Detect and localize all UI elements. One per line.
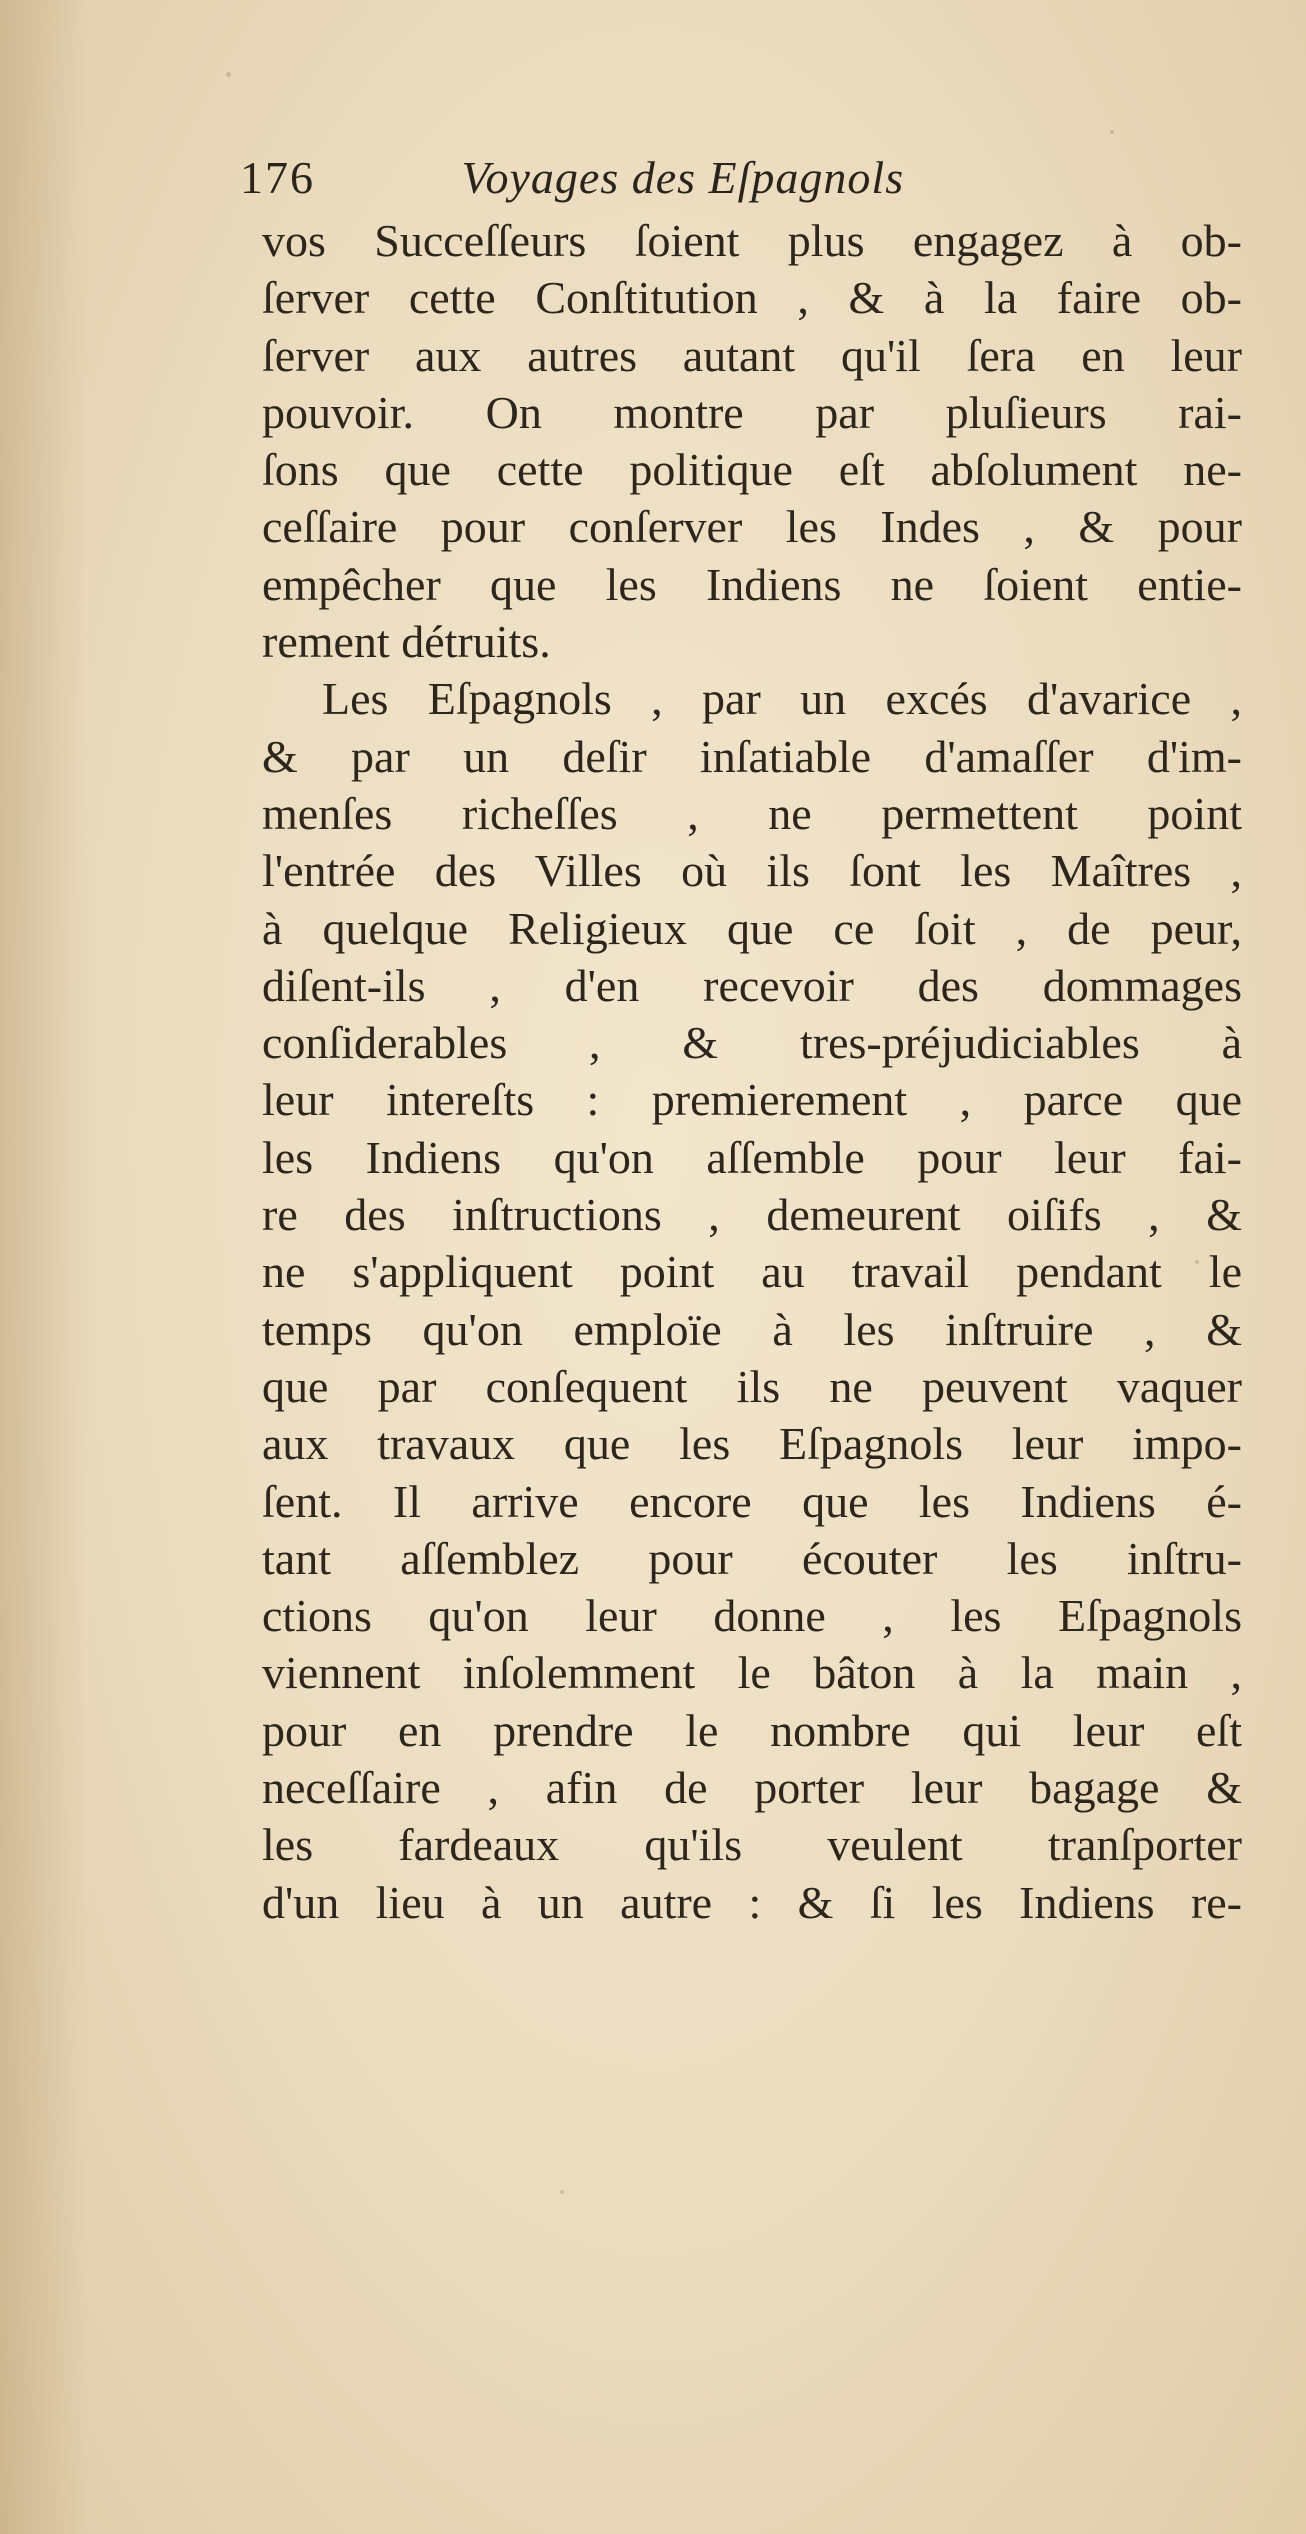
text-line: rement détruits. — [262, 616, 551, 668]
text-line: vos Succeſſeurs ſoient plus engagez à ob- — [262, 215, 1242, 266]
text-line: ſons que cette politique eſt abſolument ne- — [262, 444, 1242, 496]
text-line: temps qu'on emploïe à les inſtruire , & — [262, 1303, 1242, 1355]
running-title: Voyages des Eſpagnols — [461, 152, 905, 203]
text-line: pouvoir. On montre par pluſieurs rai- — [262, 386, 1242, 438]
paper-spot — [1195, 1260, 1199, 1264]
text-line: empêcher que les Indiens ne ſoient entie- — [262, 558, 1242, 610]
text-line: ſerver aux autres autant qu'il ſera en leur — [262, 329, 1242, 381]
gutter-shadow — [0, 0, 90, 2534]
text-line: les fardeaux qu'ils veulent tranſporter — [262, 1819, 1242, 1871]
text-line: que par conſequent ils ne peuvent vaquer — [262, 1360, 1242, 1412]
text-line: tant aſſemblez pour écouter les inſtru- — [262, 1532, 1242, 1584]
paper-spot — [560, 2190, 564, 2194]
paper-spot — [748, 700, 751, 703]
text-line: viennent inſolemment le bâton à la main , — [262, 1647, 1242, 1699]
text-line: aux travaux que les Eſpagnols leur impo- — [262, 1418, 1242, 1470]
text-line: à quelque Religieux que ce ſoit , de peur, — [262, 902, 1242, 954]
text-line: ceſſaire pour conſerver les Indes , & pour — [262, 501, 1242, 553]
text-line: d'un lieu à un autre : & ſi les Indiens re- — [262, 1876, 1242, 1928]
text-line: conſiderables , & tres-préjudiciables à — [262, 1017, 1242, 1069]
text-line: pour en prendre le nombre qui leur eſt — [262, 1704, 1242, 1756]
text-line: ne s'appliquent point au travail pendant le — [262, 1246, 1242, 1298]
text-line: ctions qu'on leur donne , les Eſpagnols — [262, 1590, 1242, 1642]
page-number: 176 — [240, 152, 315, 203]
text-line: neceſſaire , afin de porter leur bagage & — [262, 1762, 1242, 1814]
text-line: les Indiens qu'on aſſemble pour leur fai- — [262, 1131, 1242, 1183]
text-line: ſerver cette Conſtitution , & à la faire ob- — [262, 272, 1242, 324]
page-header — [240, 148, 1140, 208]
body-text — [262, 212, 1242, 1931]
text-line: leur intereſts : premierement , parce que — [262, 1074, 1242, 1126]
text-line: diſent-ils , d'en recevoir des dommages — [262, 959, 1242, 1011]
text-line: & par un deſir inſatiable d'amaſſer d'im- — [262, 730, 1242, 782]
paper-spot — [1110, 130, 1114, 134]
paper-spot — [226, 72, 231, 77]
text-line: menſes richeſſes , ne permettent point — [262, 787, 1242, 839]
text-line: re des inſtructions , demeurent oiſifs , & — [262, 1189, 1242, 1241]
text-line: Les Eſpagnols , par un excés d'avarice , — [322, 673, 1242, 725]
text-line: l'entrée des Villes où ils ſont les Maîtres , — [262, 845, 1242, 897]
text-line: ſent. Il arrive encore que les Indiens é- — [262, 1475, 1242, 1527]
